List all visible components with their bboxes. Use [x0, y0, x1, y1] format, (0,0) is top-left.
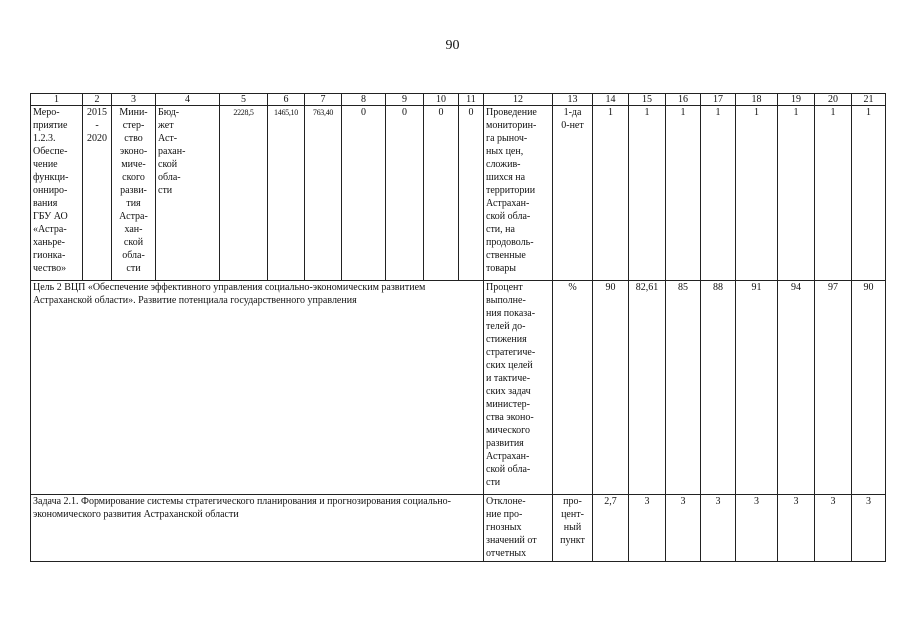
column-header: 19: [778, 94, 815, 106]
column-header: 21: [852, 94, 886, 106]
indicator-line: Процент: [486, 282, 523, 293]
column-header: 20: [815, 94, 852, 106]
indicator-line: и тактиче-: [486, 373, 531, 384]
indicator-line: ских задач: [486, 386, 531, 397]
column-header: 11: [459, 94, 484, 106]
indicator-value-cell: 88: [701, 281, 736, 495]
measure-name-line: гионка-: [33, 250, 66, 261]
column-header: 5: [220, 94, 268, 106]
indicator-value-cell: 90: [852, 281, 886, 495]
executor-line: тия: [126, 198, 141, 209]
column-header: 18: [736, 94, 778, 106]
indicator-value-cell: 1: [593, 106, 629, 281]
measure-name-line: функци-: [33, 172, 69, 183]
column-header: 9: [386, 94, 424, 106]
indicator-value-cell: 91: [736, 281, 778, 495]
indicator-cell: [484, 495, 553, 562]
executor-line: стер-: [122, 120, 145, 131]
indicator-line: значений от: [486, 535, 537, 546]
executor-line: Мини-: [119, 107, 148, 118]
measure-name-line: Обеспе-: [33, 146, 68, 157]
funding-source-line: жет: [158, 120, 174, 131]
indicator-value-cell: 3: [701, 495, 736, 562]
table-row-measure: [31, 106, 886, 281]
column-header: 1: [31, 94, 83, 106]
column-header: 8: [342, 94, 386, 106]
indicator-value-cell: 3: [736, 495, 778, 562]
measure-name-line: вания: [33, 198, 58, 209]
indicator-line: развития: [486, 438, 524, 449]
indicator-line: ния показа-: [486, 308, 536, 319]
funding-source-line: Аст-: [158, 133, 178, 144]
indicator-line: ской обла-: [486, 211, 531, 222]
executor-line: Астра-: [119, 211, 148, 222]
indicator-line: сти, на: [486, 224, 515, 235]
column-header: 10: [424, 94, 459, 106]
funding-year-cell: 0: [459, 106, 484, 281]
measure-name-line: ГБУ АО: [33, 211, 68, 222]
indicator-line: ние про-: [486, 509, 523, 520]
years-line: 2015: [87, 107, 107, 118]
measure-name-line: 1.2.3.: [33, 133, 56, 144]
indicator-value-cell: 1: [852, 106, 886, 281]
indicator-value-cell: 3: [852, 495, 886, 562]
indicator-line: сложив-: [486, 159, 521, 170]
indicator-value-cell: 1: [666, 106, 701, 281]
indicator-line: мического: [486, 425, 531, 436]
unit-line: про-: [563, 496, 582, 507]
indicator-value-cell: 3: [778, 495, 815, 562]
indicator-value-cell: 97: [815, 281, 852, 495]
indicator-line: ных цен,: [486, 146, 524, 157]
unit-line: пункт: [560, 535, 585, 546]
column-header: 12: [484, 94, 553, 106]
measure-name-cell: [31, 106, 83, 281]
executor-line: ского: [122, 172, 145, 183]
column-header: 4: [156, 94, 220, 106]
indicator-value-cell: 3: [666, 495, 701, 562]
measure-name-line: приятие: [33, 120, 68, 131]
column-header: 3: [112, 94, 156, 106]
funding-source-line: обла-: [158, 172, 181, 183]
indicator-line: Астрахан-: [486, 451, 530, 462]
indicator-value-cell: 90: [593, 281, 629, 495]
indicator-line: стижения: [486, 334, 527, 345]
column-header: 7: [305, 94, 342, 106]
unit-line: цент-: [561, 509, 584, 520]
funding-year-cell: 763,40: [305, 106, 342, 281]
funding-source-line: Бюд-: [158, 107, 180, 118]
column-header: 17: [701, 94, 736, 106]
executor-line: миче-: [121, 159, 146, 170]
unit-line: 0-нет: [561, 120, 584, 131]
executor-cell: [112, 106, 156, 281]
indicator-line: телей до-: [486, 321, 526, 332]
indicator-line: га рыноч-: [486, 133, 528, 144]
years-cell: [83, 106, 112, 281]
measure-name-line: онниро-: [33, 185, 68, 196]
indicator-value-cell: 2,7: [593, 495, 629, 562]
indicator-value-cell: 1: [701, 106, 736, 281]
indicator-line: министер-: [486, 399, 530, 410]
column-header: 6: [268, 94, 305, 106]
indicator-value-cell: 1: [629, 106, 666, 281]
column-header: 15: [629, 94, 666, 106]
indicator-value-cell: 3: [629, 495, 666, 562]
column-header: 13: [553, 94, 593, 106]
indicator-cell: [484, 281, 553, 495]
measure-name-line: «Астра-: [33, 224, 67, 235]
funding-year-cell: 0: [342, 106, 386, 281]
indicator-value-cell: 1: [815, 106, 852, 281]
funding-total-cell: 2228,5: [220, 106, 268, 281]
executor-line: разви-: [120, 185, 147, 196]
funding-year-cell: 1465,10: [268, 106, 305, 281]
indicator-line: отчетных: [486, 548, 527, 559]
funding-year-cell: 0: [424, 106, 459, 281]
funding-source-line: рахан-: [158, 146, 186, 157]
executor-line: обла-: [122, 250, 145, 261]
measure-name-line: чение: [33, 159, 58, 170]
column-header: 14: [593, 94, 629, 106]
indicator-line: ства эконо-: [486, 412, 534, 423]
indicator-line: сти: [486, 477, 501, 488]
funding-source-cell: [156, 106, 220, 281]
unit-cell: [553, 106, 593, 281]
indicator-line: выполне-: [486, 295, 526, 306]
indicator-value-cell: 1: [736, 106, 778, 281]
unit-cell: [553, 495, 593, 562]
indicator-line: ственные: [486, 250, 526, 261]
indicator-line: шихся на: [486, 172, 526, 183]
column-header: 2: [83, 94, 112, 106]
indicator-value-cell: 94: [778, 281, 815, 495]
indicator-cell: [484, 106, 553, 281]
indicator-value-cell: 3: [815, 495, 852, 562]
indicator-line: Астрахан-: [486, 198, 530, 209]
indicator-line: Проведение: [486, 107, 537, 118]
executor-line: хан-: [124, 224, 143, 235]
indicator-line: территории: [486, 185, 536, 196]
measure-name-line: чество»: [33, 263, 67, 274]
indicator-value-cell: 1: [778, 106, 815, 281]
unit-line: 1-да: [563, 107, 582, 118]
indicator-line: продоволь-: [486, 237, 534, 248]
indicator-line: стратегиче-: [486, 347, 536, 358]
executor-line: ской: [123, 237, 144, 248]
task-text-cell: Задача 2.1. Формирование системы стратегического планирования и прогнозирования социально-экономического развития Астраханской области: [31, 495, 484, 562]
program-table: [30, 93, 886, 562]
goal-text-cell: Цель 2 ВЦП «Обеспечение эффективного управления социально-экономическим развитием Астраханской области». Развитие потенциала государственного управления: [31, 281, 484, 495]
executor-line: эконо-: [119, 146, 148, 157]
funding-year-cell: 0: [386, 106, 424, 281]
indicator-value-cell: 85: [666, 281, 701, 495]
page-number: 90: [445, 38, 460, 53]
indicator-line: гнозных: [486, 522, 522, 533]
indicator-line: мониторин-: [486, 120, 537, 131]
unit-cell: %: [553, 281, 593, 495]
indicator-line: товары: [486, 263, 516, 274]
column-header: 16: [666, 94, 701, 106]
table-row-task: [31, 495, 886, 562]
column-number-row: [31, 94, 886, 106]
indicator-line: Отклоне-: [486, 496, 526, 507]
measure-name-line: ханьре-: [33, 237, 65, 248]
years-line: -: [95, 120, 99, 131]
indicator-line: ских целей: [486, 360, 533, 371]
years-line: 2020: [87, 133, 107, 144]
unit-line: ный: [563, 522, 582, 533]
indicator-line: ской обла-: [486, 464, 531, 475]
measure-name-line: Меро-: [33, 107, 60, 118]
table-row-goal: [31, 281, 886, 495]
funding-source-line: сти: [158, 185, 173, 196]
executor-line: сти: [126, 263, 141, 274]
funding-source-line: ской: [158, 159, 178, 170]
executor-line: ство: [124, 133, 143, 144]
indicator-value-cell: 82,61: [629, 281, 666, 495]
